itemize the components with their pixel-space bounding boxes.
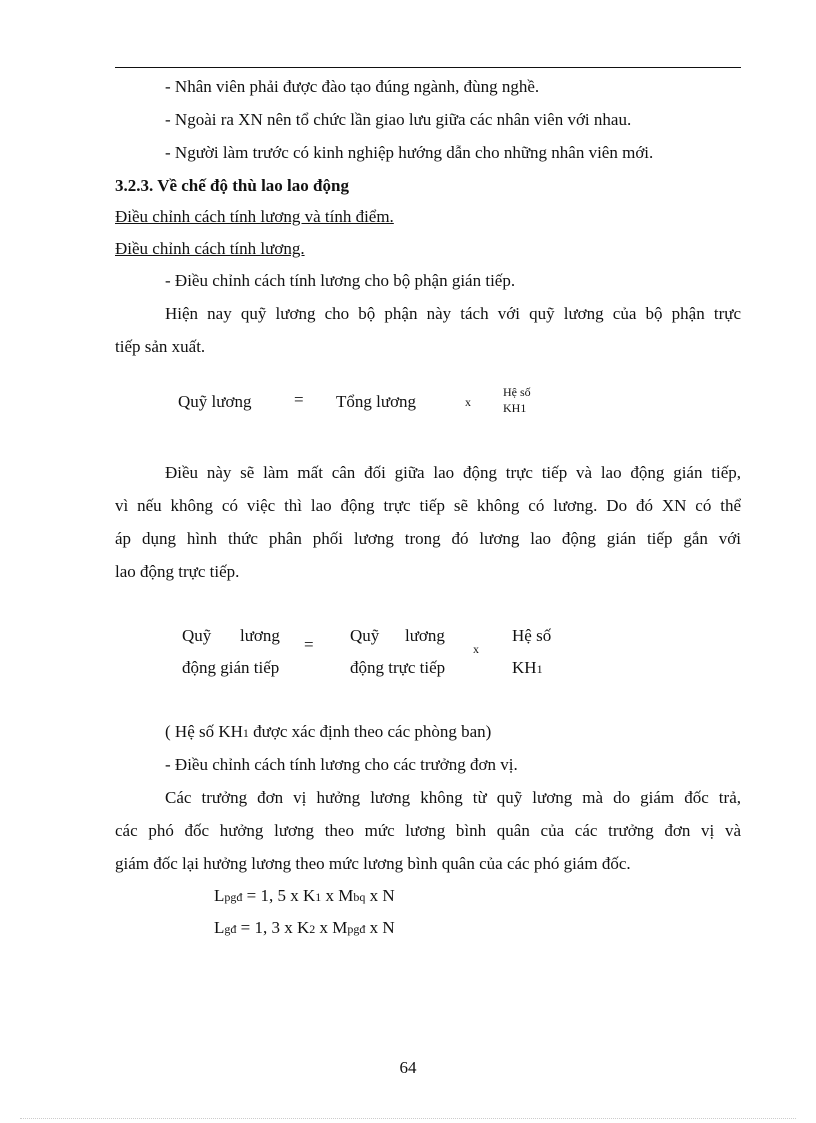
formula-1-coef-code: KH1	[503, 401, 527, 415]
paragraph-3-line-3: giám đốc lại hưởng lương theo mức lương bình quân của các phó giám đốc.	[115, 854, 631, 873]
formula-2-middle-word-1: Quỹ	[350, 626, 380, 645]
formula-2-left-word-1: Quỹ	[182, 626, 212, 645]
bullet-mentoring: - Người làm trước có kinh nghiệp hướng dẫn cho những nhân viên mới.	[165, 143, 654, 162]
bullet-exchange: - Ngoài ra XN nên tổ chức lần giao lưu giữa các nhân viên với nhau.	[165, 110, 632, 129]
paragraph-1-line-1: Hiện nay quỹ lương cho bộ phận này tách với quỹ lương của bộ phận trực	[165, 304, 741, 323]
formula-2-coef-code: KH1	[512, 658, 543, 677]
paragraph-3-line-1: Các trưởng đơn vị hưởng lương không từ quỹ lương mà do giám đốc trả,	[165, 788, 741, 807]
paragraph-2-line-4: lao động trực tiếp.	[115, 562, 240, 581]
header-rule	[115, 67, 741, 68]
bullet-indirect-department: - Điều chỉnh cách tính lương cho bộ phận gián tiếp.	[165, 271, 516, 290]
paragraph-2-line-3: áp dụng hình thức phân phối lương trong đó lương lao động gián tiếp gắn với	[115, 529, 741, 548]
formula-1-times: x	[465, 395, 471, 409]
paragraph-2-line-1: Điều này sẽ làm mất cân đối giữa lao động trực tiếp và lao động gián tiếp,	[165, 463, 741, 482]
formula-2-equals: =	[304, 635, 314, 654]
subheading-salary-points: Điều chỉnh cách tính lương và tính điểm.	[115, 207, 394, 226]
formula-1-middle: Tổng lương	[336, 392, 417, 411]
formula-1-left: Quỹ lương	[178, 392, 252, 411]
formula-2-times: x	[473, 642, 479, 656]
formula-2-middle-line-2: động trực tiếp	[350, 658, 446, 677]
footer-dotted-line	[20, 1118, 796, 1119]
paragraph-1-line-2: tiếp sản xuất.	[115, 337, 206, 356]
equation-director: Lgđ = 1, 3 x K2 x Mpgđ x N	[214, 918, 395, 937]
bullet-unit-heads: - Điều chỉnh cách tính lương cho các trưởng đơn vị.	[165, 755, 518, 774]
subheading-salary: Điều chỉnh cách tính lương.	[115, 239, 305, 258]
equation-deputy-director: Lpgđ = 1, 5 x K1 x Mbq x N	[214, 886, 395, 905]
formula-1-equals: =	[294, 390, 304, 409]
formula-2-left-word-2: lương	[240, 626, 280, 645]
formula-2-middle-word-2: lương	[405, 626, 445, 645]
note-coefficient: ( Hệ số KH1 được xác định theo các phòng ban)	[165, 722, 492, 741]
paragraph-3-line-2: các phó đốc hưởng lương theo mức lương bình quân của các trưởng đơn vị và	[115, 821, 741, 840]
formula-1-coef-label: Hệ số	[503, 385, 531, 399]
formula-2-coef-label: Hệ số	[512, 626, 552, 645]
page-number: 64	[399, 1058, 417, 1077]
paragraph-2-line-2: vì nếu không có việc thì lao động trực tiếp sẽ không có lương. Do đó XN có thể	[115, 496, 741, 515]
formula-2-left-line-2: động gián tiếp	[182, 658, 280, 677]
section-heading: 3.2.3. Về chế độ thù lao lao động	[115, 176, 349, 195]
bullet-training: - Nhân viên phải được đào tạo đúng ngành, đùng nghề.	[165, 77, 540, 96]
